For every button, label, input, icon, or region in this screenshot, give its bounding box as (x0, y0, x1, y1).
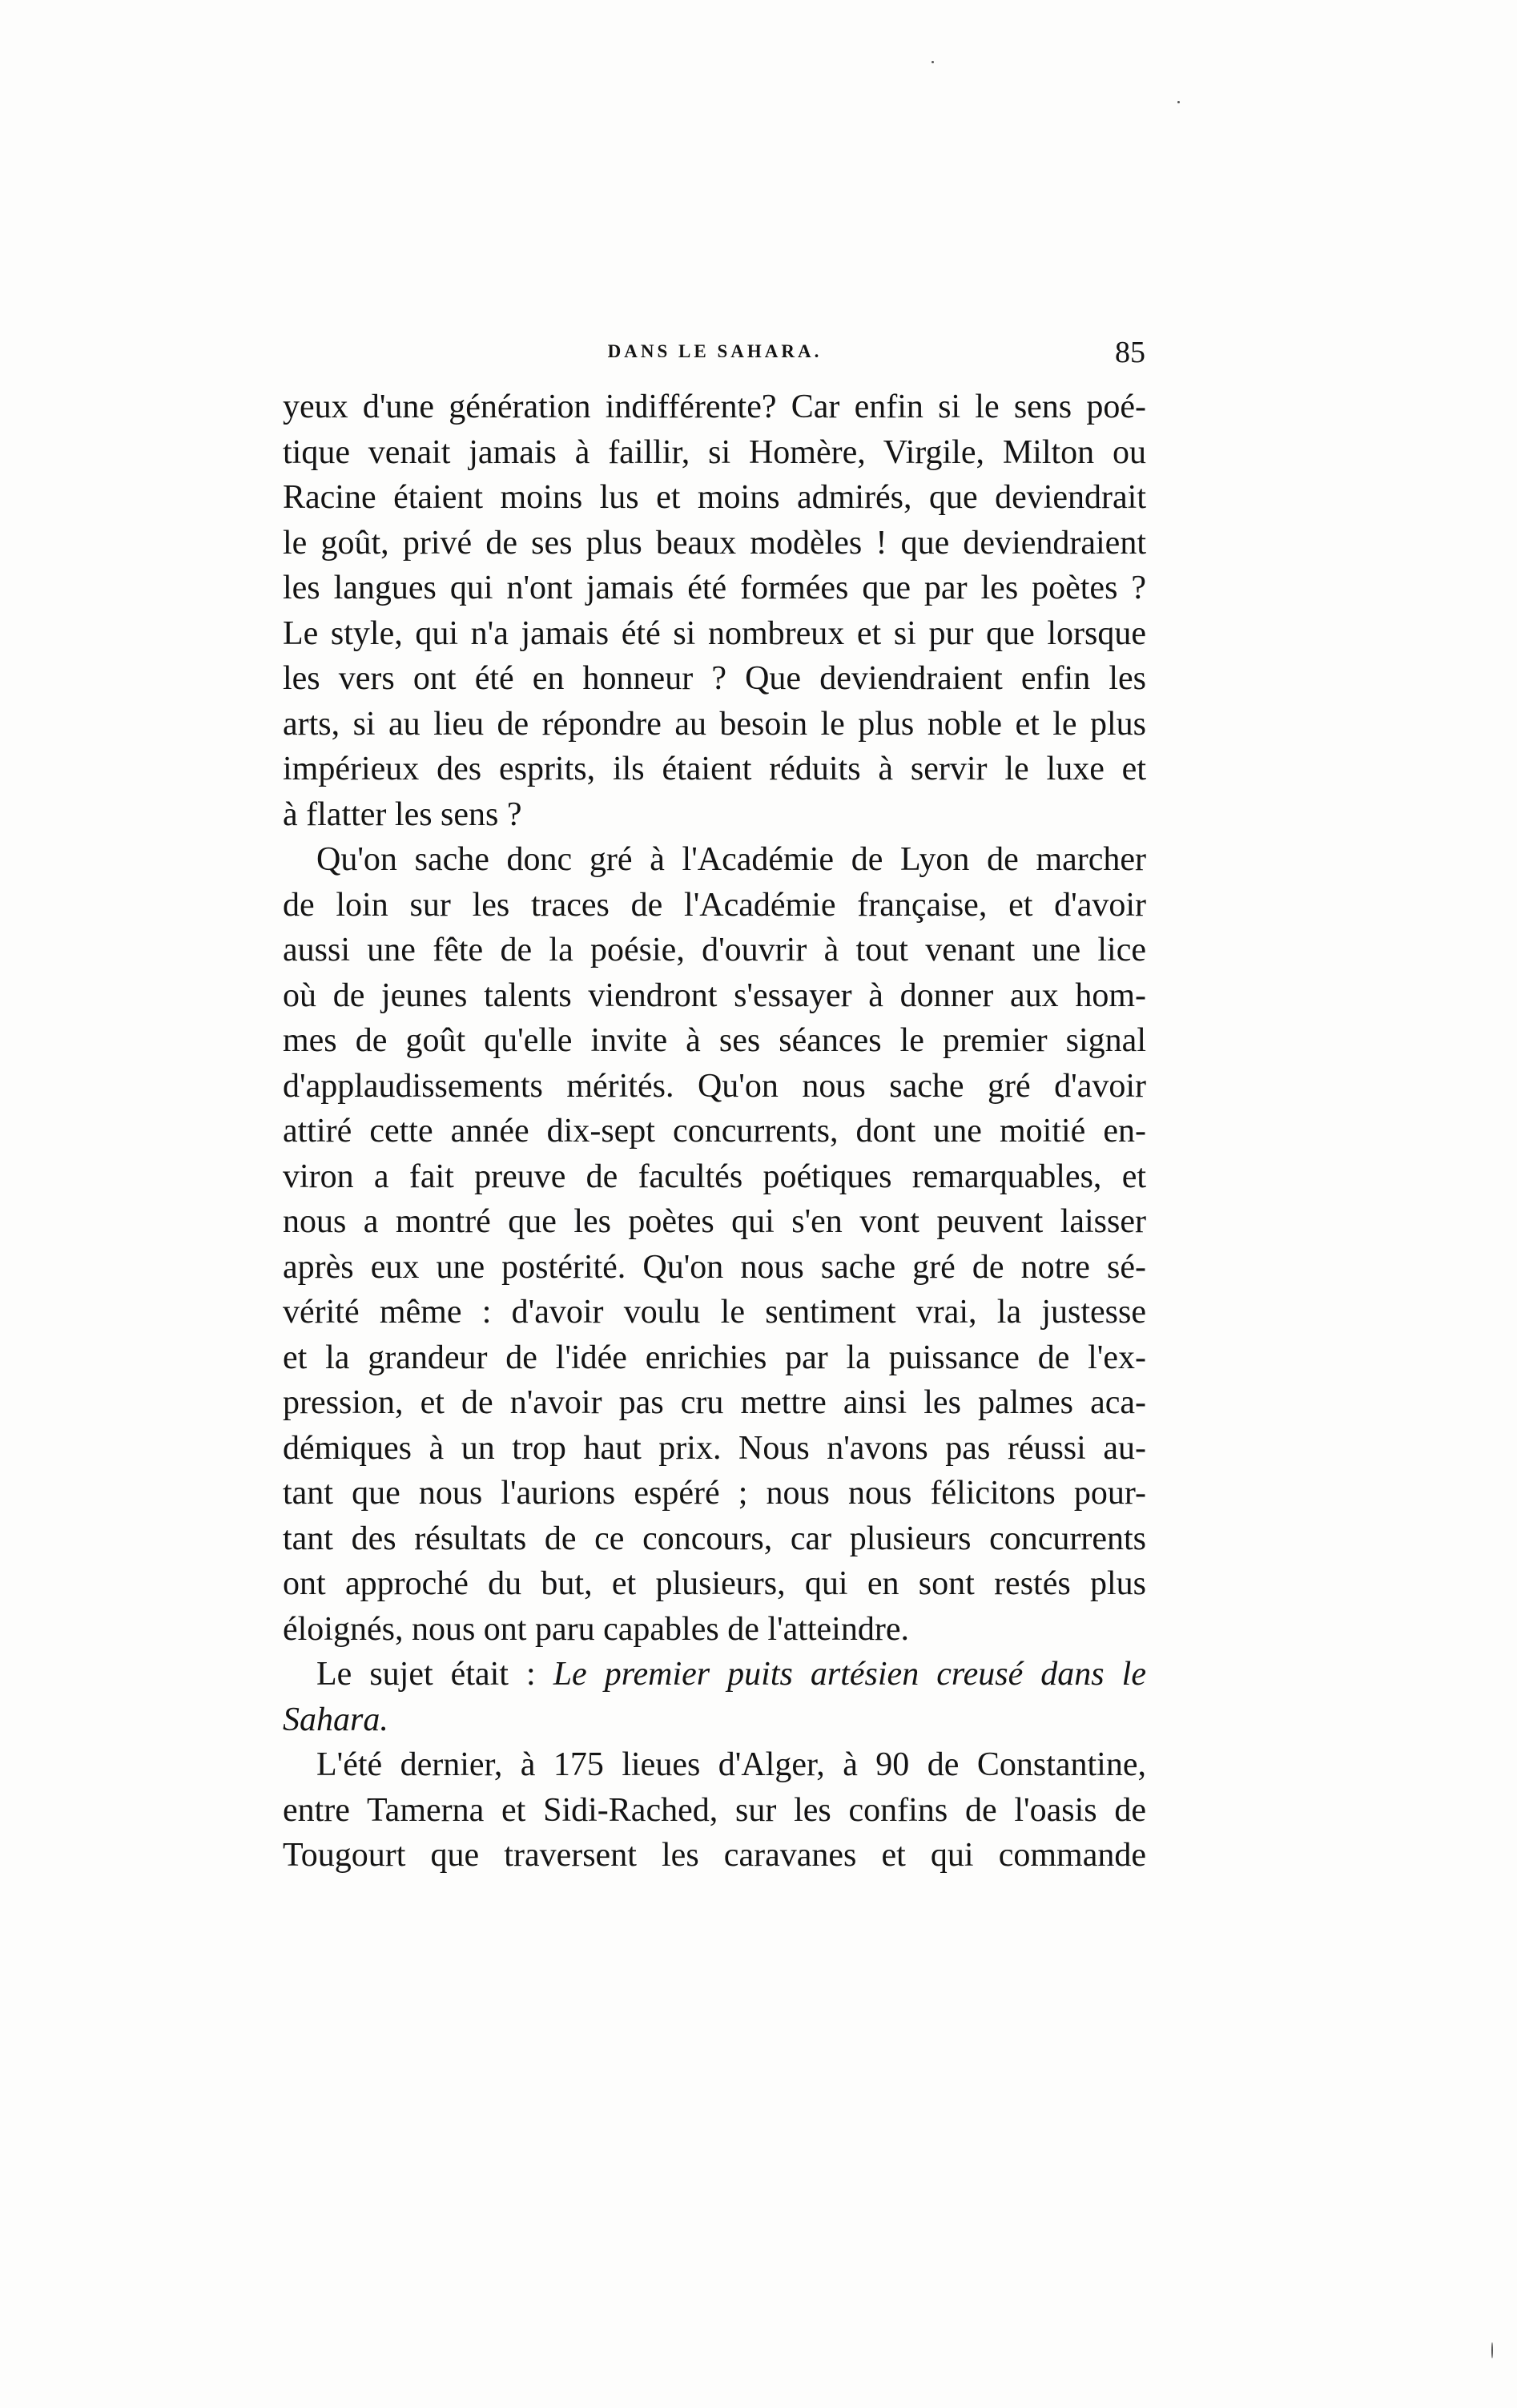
text-line: d'applaudissements mérités. Qu'on nous sache gré d'avoir (283, 1067, 1146, 1105)
text-line: les langues qui n'ont jamais été formées que par les poètes ? (283, 570, 1146, 606)
text-line: pression, et de n'avoir pas cru mettre ainsi les palmes aca- (283, 1384, 1146, 1421)
text-line: Le style, qui n'a jamais été si nombreux et si pur que lorsque (283, 614, 1146, 652)
text-line: après eux une postérité. Qu'on nous sache gré de notre sé- (283, 1248, 1146, 1286)
text-line: de loin sur les traces de l'Académie française, et d'avoir (283, 886, 1146, 924)
text-line: et la grandeur de l'idée enrichies par la puissance de l'ex- (283, 1339, 1146, 1376)
text-line: Qu'on sache donc gré à l'Académie de Lyon de marcher (316, 841, 1146, 878)
text-line: ont approché du but, et plusieurs, qui en sont restés plus (283, 1565, 1146, 1602)
running-head (284, 335, 1145, 375)
text-line: aussi une fête de la poésie, d'ouvrir à tout venant une lice (283, 932, 1146, 968)
text-line: impérieux des esprits, ils étaient réduits à servir le luxe et (283, 751, 1146, 787)
text-line: mes de goût qu'elle invite à ses séances le premier signal (283, 1022, 1146, 1059)
subject-title: Le premier puits artésien creusé dans le (553, 1656, 1146, 1693)
text-line: entre Tamerna et Sidi-Rached, sur les confins de l'oasis de (283, 1791, 1146, 1829)
subject-line (283, 1652, 1146, 1697)
text-line: L'été dernier, à 175 lieues d'Alger, à 90 de Constantine, (316, 1746, 1146, 1783)
text-line: éloignés, nous ont paru capables de l'atteindre. (283, 1610, 909, 1648)
subject-title-end: Sahara. (283, 1701, 388, 1738)
text-line: arts, si au lieu de répondre au besoin le plus noble et le plus (283, 705, 1146, 743)
scan-speck (1177, 101, 1180, 103)
text-line: démiques à un trop haut prix. Nous n'avons pas réussi au- (283, 1429, 1146, 1467)
text-line: yeux d'une génération indifférente? Car enfin si le sens poé- (283, 389, 1146, 425)
text-line: Tougourt que traversent les caravanes et qui commande (283, 1837, 1146, 1874)
text-line: attiré cette année dix-sept concurrents, dont une moitié en- (283, 1113, 1146, 1150)
text-line: viron a fait preuve de facultés poétiques remarquables, et (283, 1158, 1146, 1195)
text-line: où de jeunes talents viendront s'essayer à donner aux hom- (283, 976, 1146, 1014)
page-number: 85 (1115, 336, 1145, 369)
text-line: le goût, privé de ses plus beaux modèles ! que deviendraient (283, 524, 1146, 562)
subject-intro: Le sujet était : (316, 1656, 553, 1693)
text-line: les vers ont été en honneur ? Que deviendraient enfin les (283, 660, 1146, 697)
text-line: tique venait jamais à faillir, si Homère, Virgile, Milton ou (283, 433, 1146, 471)
text-line: nous a montré que les poètes qui s'en vont peuvent laisser (283, 1203, 1146, 1240)
scan-speck (932, 61, 934, 63)
body-text (283, 385, 1146, 1878)
text-line: Racine étaient moins lus et moins admirés, que deviendrait (283, 479, 1146, 516)
text-line: vérité même : d'avoir voulu le sentiment vrai, la justesse (283, 1294, 1146, 1331)
text-line: tant que nous l'aurions espéré ; nous nous félicitons pour- (283, 1475, 1146, 1512)
text-line: tant des résultats de ce concours, car plusieurs concurrents (283, 1520, 1146, 1557)
text-line: à flatter les sens ? (283, 795, 522, 833)
running-title: DANS LE SAHARA. (607, 341, 823, 361)
scan-speck (1491, 2342, 1493, 2358)
